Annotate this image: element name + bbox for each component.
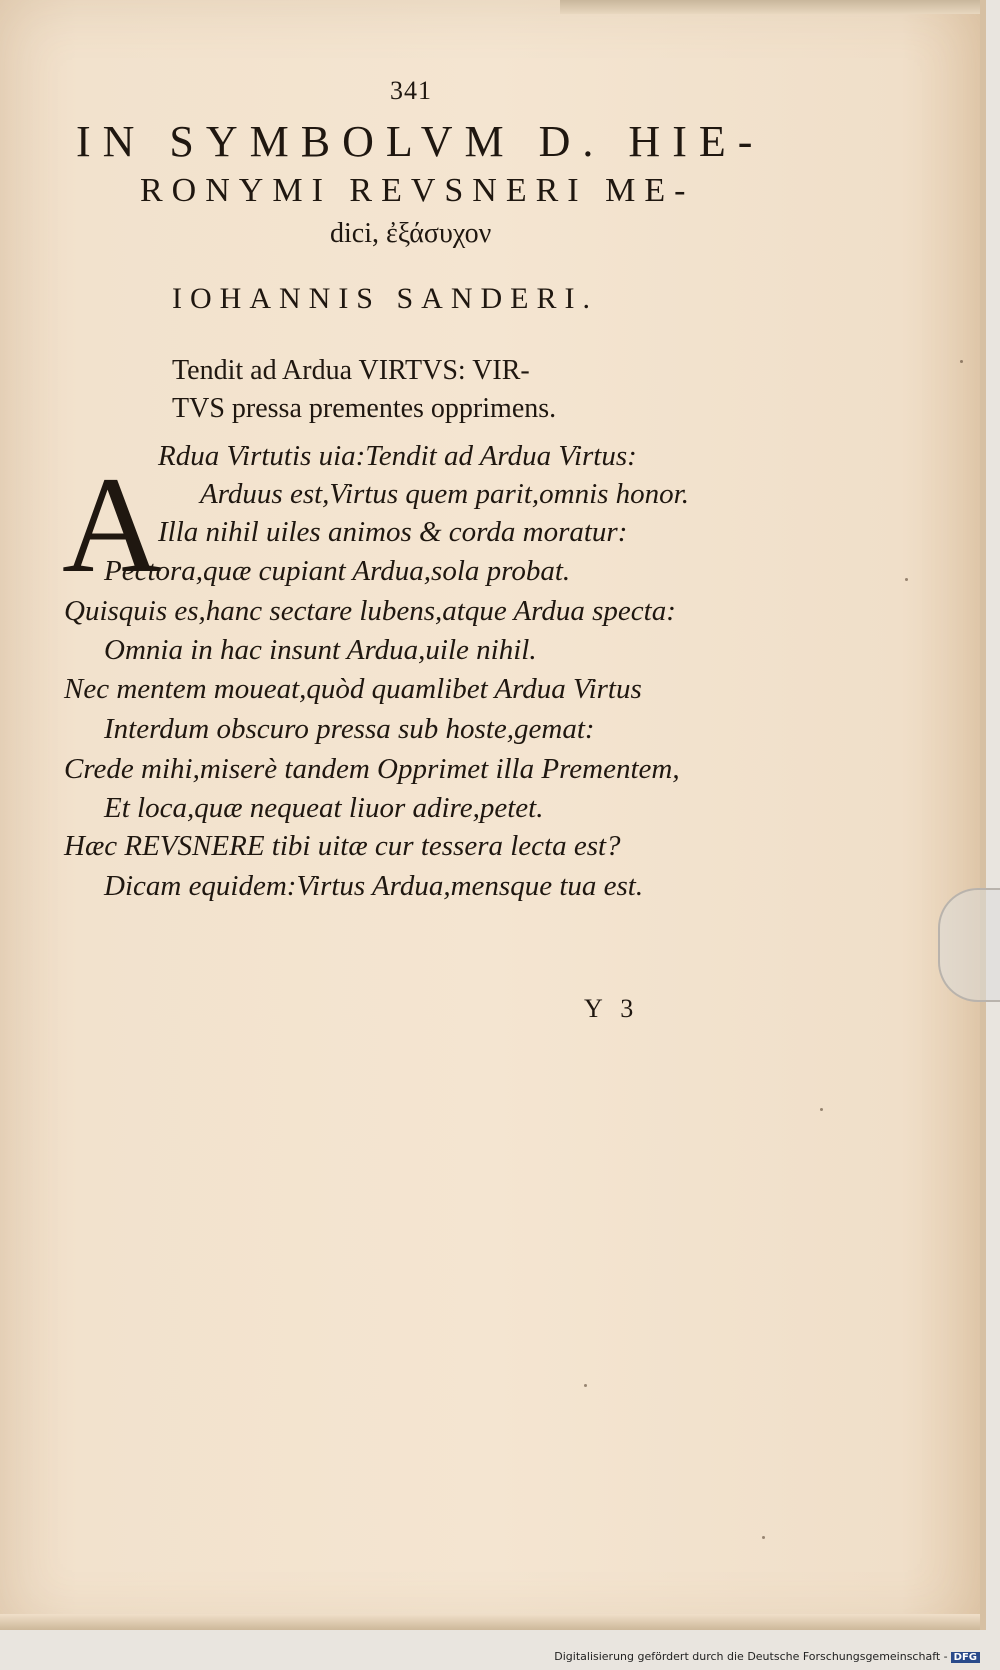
digitization-credit [554, 1650, 980, 1663]
poem-line: Illa nihil uiles animos & corda moratur: [158, 516, 628, 548]
page-number: 341 [390, 76, 432, 105]
poem-line: Arduus est,Virtus quem parit,omnis honor. [200, 478, 689, 510]
poem-line: Interdum obscuro pressa sub hoste,gemat: [104, 713, 595, 745]
motto-line-1: Tendit ad Ardua VIRTVS: VIR- [172, 355, 530, 386]
title-line-3: dici, ἐξάσυχον [330, 218, 492, 249]
author-name: IOHANNIS SANDERI. [172, 282, 598, 315]
motto-line-2: TVS pressa prementes opprimens. [172, 393, 557, 424]
signature-mark: Y 3 [584, 994, 640, 1023]
dfg-logo: DFG [951, 1652, 980, 1663]
credit-text: Digitalisierung gefördert durch die Deutsche Forschungsgemeinschaft - [554, 1650, 948, 1663]
poem-line: Dicam equidem:Virtus Ardua,mensque tua est. [104, 870, 644, 902]
ink-speck [905, 578, 908, 581]
ink-speck [820, 1108, 823, 1111]
title-line-2: RONYMI REVSNERI ME- [140, 172, 695, 209]
poem-line: Pectora,quæ cupiant Ardua,sola probat. [104, 555, 571, 587]
poem-line: Quisquis es,hanc sectare lubens,atque Ardua specta: [64, 595, 676, 627]
poem-line: Rdua Virtutis uia:Tendit ad Ardua Virtus: [158, 440, 637, 472]
ink-speck [584, 1384, 587, 1387]
poem-line: Et loca,quæ nequeat liuor adire,petet. [104, 792, 544, 824]
poem-line: Omnia in hac insunt Ardua,uile nihil. [104, 634, 537, 666]
poem-line: Crede mihi,miserè tandem Opprimet illa Prementem, [64, 753, 680, 785]
page-bottom-edge [0, 1614, 980, 1630]
motto [172, 352, 556, 428]
title-line-1: IN SYMBOLVM D. HIE- [76, 117, 765, 166]
poem-line: Hæc REVSNERE tibi uitæ cur tessera lecta est? [64, 830, 621, 862]
ink-speck [762, 1536, 765, 1539]
page-top-edge [560, 0, 980, 14]
poem-line: Nec mentem moueat,quòd quamlibet Ardua Virtus [64, 673, 642, 705]
drop-cap: A [62, 448, 162, 601]
page-clip [938, 888, 1000, 1002]
ink-speck [960, 360, 963, 363]
